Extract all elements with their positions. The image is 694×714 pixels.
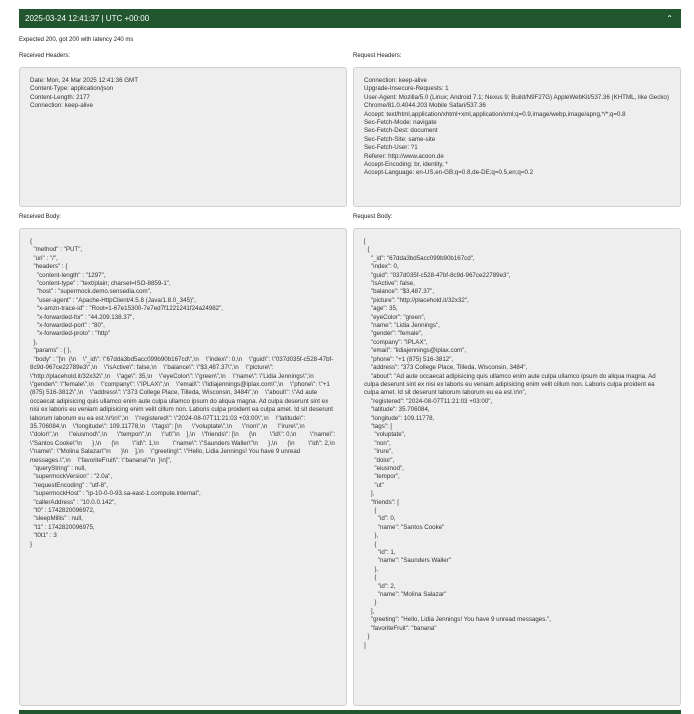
log-entry-timestamp: 2025-03-24 12:41:37 | UTC +00:00: [25, 14, 150, 23]
request-headers-content: Connection: keep-alive Upgrade-Insecure-Requests: 1 User-Agent: Mozilla/5.0 (Linux; Android 7.1; Nexus 9; Build/N9F27G) AppleWebKit/537.36 (KHTML, like Gecko) Chrome/81.0.4044.203 Mobile Safari/537.36 Accept: text/html,application/xhtml+xml,application/xml;q=0.9,image/webp,image/apng,*/*;q=0.8 Sec-Fetch-Mode: navigate Sec-Fetch-Dest: document Sec-Fetch-Site: same-site Sec-Fetch-User: ?1 Referer: http://www.acoon.de Accept-Encoding: br, identity, * Accept-Language: en-US,en-GB;q=0.8,de-DE;q=0.5,en;q=0.2: [364, 77, 669, 177]
request-body-content: [ { "_id": "67dda3bd5acc099b90b167cd", "index": 0, "guid": "037d035f-c528-47bf-8c9d-967ce22789e3", "isActive": false, "balance": "$3,487.37", "picture": "http://placehold.it/32x32", "age": 35, "eyeColor": "green", "name": "Lidia Jennings", "gender": "female", "company": "IPLAX", "email": "lidiajennings@iplax.com", "phone": "+1 (875) 516-3812", "address": "373 College Place, Tilleda, Wisconsin, 3484", "about": "Ad aute occaecat adipisicing quis ullamco enim aute culpa ullamco ipsum do aliqua magna. Ad culpa deserunt sint ex nisi ex laboris eu veniam adipisicing enim velit cillum non. Laboris culpa proident ea culpa amet. Id sit deserunt laborum laborum eu ea est.\r\n", "registered": "2024-08-07T11:21:03 +03:00", "latitude": 35.706084, "longitude": 109.11778, "tags": [ "voluptate", "non", "irure", "dolor", "eiusmod", "tempor", "ut" ], "friends": [ { "id": 0, "name": "Santos Cooke" }, { "id": 1, "name": "Saunders Waller" }, { "id": 2, "name": "Molina Salazar" } ], "greeting": "Hello, Lidia Jennings! You have 9 unread messages.", "favoriteFruit": "banana" } ]: [364, 238, 656, 649]
log-entry-header[interactable]: [19, 9, 681, 28]
received-body-label: Received Body:: [19, 214, 62, 220]
received-headers-label: Received Headers:: [19, 53, 71, 59]
received-body-content: { "method" : "PUT", "uri" : "/", "headers" : { "content-length" : "1297", "content-type" : "text/plain; charset=ISO-8859-1", "host" : "supermock.demo.sensedia.com", "user-agent" : "Apache-HttpClient/4.5.8 (Java/1.8.0_345)", "x-amzn-trace-id" : "Root=1-67e15300-7e7ed7f1221241f24a24982", "x-forwarded-for" : "44.209.138.37", "x-forwarded-port" : "80", "x-forwarded-proto" : "http" }, "params" : { }, "body" : "[\n {\n \"_id\": \"67dda3bd5acc099b90b167cd\",\n \"index\": 0,\n \"guid\": \"037d035f-c528-47bf-8c9d-967ce22789e3\",\n \"isActive\": false,\n \"balance\": \"$3,487.37\",\n \"picture\": \"http://placehold.it/32x32\",\n \"age\": 35,\n \"eyeColor\": \"green\",\n \"name\": \"Lidia Jennings\",\n \"gender\": \"female\",\n \"company\": \"IPLAX\",\n \"email\": \"lidiajennings@iplax.com\",\n \"phone\": \"+1 (875) 516-3812\",\n \"address\": \"373 College Place, Tilleda, Wisconsin, 3484\",\n \"about\": \"Ad aute occaecat adipisicing quis ullamco enim aute culpa ullamco ipsum do aliqua magna. Ad culpa deserunt sint ex nisi ex laboris eu veniam adipisicing enim velit cillum non. Laboris culpa proident ea culpa amet. Id sit deserunt laborum laborum eu ea est.\\r\\n\",\n \"registered\": \"2024-08-07T11:21:03 +03:00\",\n \"latitude\": 35.706084,\n \"longitude\": 109.11778,\n \"tags\": [\n \"voluptate\",\n \"non\",\n \"irure\",\n \"dolor\",\n \"eiusmod\",\n \"tempor\",\n \"ut\"\n ],\n \"friends\": [\n {\n \"id\": 0,\n \"name\": \"Santos Cooke\"\n },\n {\n \"id\": 1,\n \"name\": \"Saunders Waller\"\n },\n {\n \"id\": 2,\n \"name\": \"Molina Salazar\"\n }\n ],\n \"greeting\": \"Hello, Lidia Jennings! You have 9 unread messages.\",\n \"favoriteFruit\": \"banana\"\n }\n]", "queryString" : null, "supermockVersion" : "2.0a", "requestEncoding" : "utf-8", "supermockHost" : "ip-10-0-0-93.sa-east-1.compute.internal", "callerAddress" : "10.0.0.142", "t0" : 1742820096972, "sleepMillis" : null, "t1" : 1742820096975, "t0t1" : 3 }: [30, 238, 336, 548]
request-body-label: Request Body:: [353, 214, 393, 220]
request-headers-panel[interactable]: [353, 67, 681, 207]
received-headers-panel[interactable]: [19, 67, 347, 207]
chevron-up-icon[interactable]: ⌃: [666, 14, 673, 23]
request-headers-label: Request Headers:: [353, 53, 402, 59]
next-log-entry-header[interactable]: [19, 710, 681, 714]
request-body-panel[interactable]: [353, 228, 681, 706]
received-headers-content: Date: Mon, 24 Mar 2025 12:41:36 GMT Content-Type: application/json Content-Length: 2177 Connection: keep-alive: [30, 77, 138, 110]
status-text: Expected 200, got 200 with latency 240 ms: [19, 37, 134, 43]
received-body-panel[interactable]: [19, 228, 347, 706]
